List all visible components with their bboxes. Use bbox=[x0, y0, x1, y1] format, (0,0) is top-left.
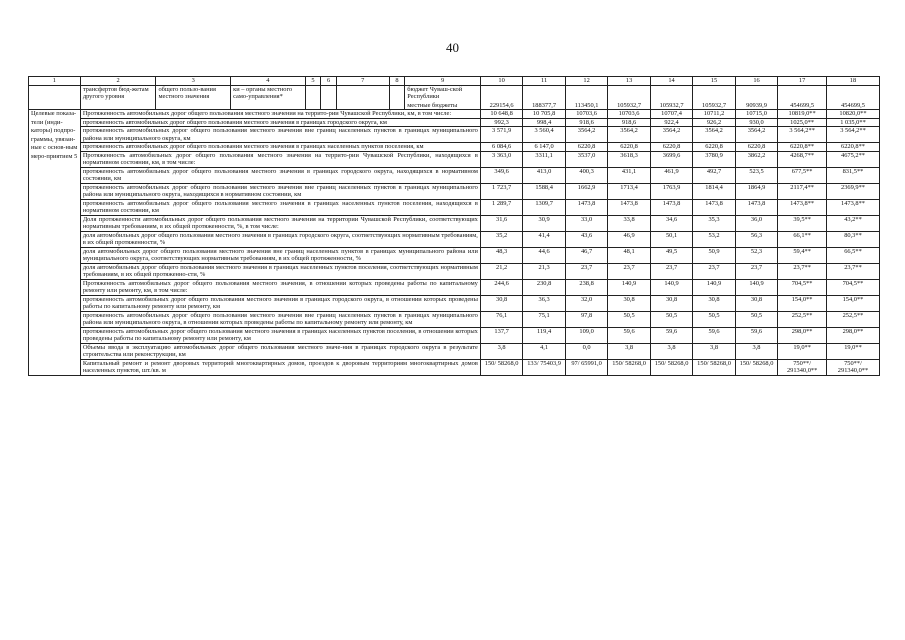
indicator-value: 3780,9 bbox=[693, 151, 735, 167]
indicator-name: протяженность автомобильных дорог общего пользования местного значения в границах населенных пунктов поселения, км bbox=[80, 143, 480, 152]
indicator-value: 3 564,2** bbox=[826, 127, 879, 143]
indicator-value: 19,0** bbox=[778, 343, 827, 359]
indicator-value: 80,3** bbox=[826, 231, 879, 247]
indicator-value: 3618,3 bbox=[608, 151, 650, 167]
column-number: 7 bbox=[336, 77, 389, 86]
indicator-value: 10703,6 bbox=[565, 110, 607, 119]
indicator-value: 33,8 bbox=[608, 215, 650, 231]
indicator-value: 1864,9 bbox=[735, 183, 777, 199]
indicator-value: 10715,0 bbox=[735, 110, 777, 119]
indicator-value: 998,4 bbox=[523, 118, 565, 127]
indicator-value: 75,1 bbox=[523, 311, 565, 327]
column-number: 11 bbox=[523, 77, 565, 86]
table-row bbox=[29, 199, 880, 215]
indicator-value: 150/ 58268,0 bbox=[735, 359, 777, 375]
indicator-value: 46,7 bbox=[565, 247, 607, 263]
column-number: 12 bbox=[565, 77, 607, 86]
indicator-name: протяженность автомобильных дорог общего пользования местного значения в границах городского округа, находящихся в нормативном состоянии, км bbox=[80, 167, 480, 183]
indicator-value: 750**/ 291340,0** bbox=[826, 359, 879, 375]
indicator-value: 1473,8 bbox=[735, 199, 777, 215]
indicator-value: 140,9 bbox=[693, 279, 735, 295]
indicator-value: 150/ 58268,0 bbox=[650, 359, 692, 375]
indicator-value: 523,5 bbox=[735, 167, 777, 183]
indicator-value: 413,0 bbox=[523, 167, 565, 183]
indicator-value: 4,1 bbox=[523, 343, 565, 359]
indicator-value: 1473,8 bbox=[693, 199, 735, 215]
indicator-value: 23,7 bbox=[608, 263, 650, 279]
indicator-value: 35,3 bbox=[693, 215, 735, 231]
indicator-name: протяженность автомобильных дорог общего пользования местного значения в границах городского округа, км bbox=[80, 118, 480, 127]
table-row bbox=[29, 231, 880, 247]
indicator-value: 349,6 bbox=[480, 167, 522, 183]
indicator-name: Капитальный ремонт и ремонт дворовых территорий многоквартирных домов, проездов к дворовым территориям многоквартирных домов населенных пунктов, шт./кв. м bbox=[80, 359, 480, 375]
local-budget-value: 229154,6 bbox=[480, 85, 522, 110]
indicator-value: 1473,8** bbox=[826, 199, 879, 215]
table-row bbox=[29, 263, 880, 279]
indicator-value: 252,5** bbox=[778, 311, 827, 327]
indicator-value: 154,0** bbox=[778, 295, 827, 311]
column-number: 1 bbox=[29, 77, 81, 86]
indicator-value: 704,5** bbox=[778, 279, 827, 295]
indicator-value: 1473,8 bbox=[565, 199, 607, 215]
indicator-value: 50,9 bbox=[693, 247, 735, 263]
indicator-value: 76,1 bbox=[480, 311, 522, 327]
indicator-value: 926,2 bbox=[693, 118, 735, 127]
local-budget-value: 454699,5 bbox=[778, 85, 827, 110]
indicator-value: 46,9 bbox=[608, 231, 650, 247]
indicator-value: 119,4 bbox=[523, 327, 565, 343]
indicator-value: 140,9 bbox=[735, 279, 777, 295]
indicator-value: 1 035,0** bbox=[826, 118, 879, 127]
indicator-value: 1473,8** bbox=[778, 199, 827, 215]
indicator-value: 3564,2 bbox=[735, 127, 777, 143]
indicator-value: 30,8 bbox=[480, 295, 522, 311]
indicator-value: 1588,4 bbox=[523, 183, 565, 199]
indicator-value: 6220,8 bbox=[693, 143, 735, 152]
indicator-value: 32,0 bbox=[565, 295, 607, 311]
indicator-name: протяженность автомобильных дорог общего пользования местного значения вне границ населенных пунктов в границах муниципального района или муниципального округа, находящихся в нормативном состоянии, км bbox=[80, 183, 480, 199]
indicator-value: 19,0** bbox=[826, 343, 879, 359]
column-number: 4 bbox=[231, 77, 306, 86]
indicator-value: 677,5** bbox=[778, 167, 827, 183]
indicator-value: 1 723,7 bbox=[480, 183, 522, 199]
indicator-value: 0,0 bbox=[565, 343, 607, 359]
indicator-value: 31,6 bbox=[480, 215, 522, 231]
indicator-value: 6 147,0 bbox=[523, 143, 565, 152]
indicator-value: 6220,8 bbox=[608, 143, 650, 152]
indicator-value: 992,3 bbox=[480, 118, 522, 127]
indicator-name: доля автомобильных дорог общего пользования местного значения вне границ населенных пунктов в границах муниципального района или муниципального округа, соответствующих нормативным требованиям, в их общей протяженности, % bbox=[80, 247, 480, 263]
indicator-value: 21,2 bbox=[480, 263, 522, 279]
column-number-row bbox=[29, 77, 880, 86]
local-budget-value: 90939,9 bbox=[735, 85, 777, 110]
local-budget-value: 113450,1 bbox=[565, 85, 607, 110]
indicator-value: 3564,2 bbox=[650, 127, 692, 143]
indicator-value: 492,7 bbox=[693, 167, 735, 183]
table-row bbox=[29, 183, 880, 199]
table-row bbox=[29, 118, 880, 127]
column-number: 14 bbox=[650, 77, 692, 86]
indicator-value: 50,1 bbox=[650, 231, 692, 247]
indicator-name: Объемы ввода в эксплуатацию автомобильных дорог общего пользования местного значе-ния в границах городского округа в результате строительства или реконструкции, км bbox=[80, 343, 480, 359]
local-budget-value: 454699,5 bbox=[826, 85, 879, 110]
indicator-value: 30,8 bbox=[650, 295, 692, 311]
table-row bbox=[29, 167, 880, 183]
indicator-value: 252,5** bbox=[826, 311, 879, 327]
column-number: 15 bbox=[693, 77, 735, 86]
indicator-value: 1309,7 bbox=[523, 199, 565, 215]
indicator-value: 400,3 bbox=[565, 167, 607, 183]
indicator-value: 59,6 bbox=[735, 327, 777, 343]
indicator-value: 3,8 bbox=[693, 343, 735, 359]
indicator-value: 3 560,4 bbox=[523, 127, 565, 143]
indicator-value: 922,4 bbox=[650, 118, 692, 127]
indicator-value: 3862,2 bbox=[735, 151, 777, 167]
indicator-value: 23,7 bbox=[650, 263, 692, 279]
indicator-value: 50,5 bbox=[693, 311, 735, 327]
indicator-value: 140,9 bbox=[650, 279, 692, 295]
indicator-value: 3,8 bbox=[480, 343, 522, 359]
table-row bbox=[29, 110, 880, 119]
indicator-value: 97/ 65991,0 bbox=[565, 359, 607, 375]
indicator-value: 23,7 bbox=[735, 263, 777, 279]
table-row bbox=[29, 215, 880, 231]
indicator-value: 10707,4 bbox=[650, 110, 692, 119]
indicator-value: 1025,0** bbox=[778, 118, 827, 127]
indicator-value: 918,6 bbox=[565, 118, 607, 127]
indicator-value: 39,5** bbox=[778, 215, 827, 231]
table-row bbox=[29, 343, 880, 359]
indicator-value: 4675,2** bbox=[826, 151, 879, 167]
indicator-value: 23,7 bbox=[693, 263, 735, 279]
indicator-value: 3 363,0 bbox=[480, 151, 522, 167]
indicator-value: 52,3 bbox=[735, 247, 777, 263]
indicator-value: 154,0** bbox=[826, 295, 879, 311]
indicator-value: 48,1 bbox=[608, 247, 650, 263]
indicator-value: 49,5 bbox=[650, 247, 692, 263]
indicator-value: 244,6 bbox=[480, 279, 522, 295]
indicator-name: Протяженность автомобильных дорог общего пользования местного значения, в отношении которых проведены работы по капитальному ремонту или ремонту, км, в том числе: bbox=[80, 279, 480, 295]
indicator-value: 4268,7** bbox=[778, 151, 827, 167]
indicator-value: 298,0** bbox=[778, 327, 827, 343]
indicator-value: 33,0 bbox=[565, 215, 607, 231]
indicator-name: протяженность автомобильных дорог общего пользования местного значения вне границ населенных пунктов в границах муниципального района или муниципального округа, км bbox=[80, 127, 480, 143]
column-number: 8 bbox=[389, 77, 405, 86]
indicator-name: протяженность автомобильных дорог общего пользования местного значения вне границ населенных пунктов в границах муниципального района или муниципального округа, в отношении которых проведены работы по капитальному ремонту или ремонту, км bbox=[80, 311, 480, 327]
indicator-value: 21,3 bbox=[523, 263, 565, 279]
indicator-value: 3537,0 bbox=[565, 151, 607, 167]
indicator-value: 431,1 bbox=[608, 167, 650, 183]
column-number: 10 bbox=[480, 77, 522, 86]
indicator-value: 238,8 bbox=[565, 279, 607, 295]
table-row bbox=[29, 359, 880, 375]
indicator-value: 2369,9** bbox=[826, 183, 879, 199]
table-row bbox=[29, 247, 880, 263]
indicator-value: 2117,4** bbox=[778, 183, 827, 199]
indicator-value: 48,3 bbox=[480, 247, 522, 263]
column-number: 18 bbox=[826, 77, 879, 86]
indicator-value: 10 648,8 bbox=[480, 110, 522, 119]
local-budget-value: 105932,7 bbox=[650, 85, 692, 110]
column-number: 5 bbox=[305, 77, 321, 86]
indicator-value: 6 084,6 bbox=[480, 143, 522, 152]
table-row bbox=[29, 143, 880, 152]
local-budget-value: 105932,7 bbox=[693, 85, 735, 110]
header-col2: трансфертов бюд-жетам другого уровня bbox=[80, 85, 156, 110]
local-budget-label: местные бюджеты bbox=[407, 101, 458, 109]
table-row bbox=[29, 279, 880, 295]
indicator-name: Доля протяженности автомобильных дорог общего пользования местного значения на территории Чувашской Республики, соответствующих нормативным требованиям, в их общей протяженности, %, в том числе: bbox=[80, 215, 480, 231]
indicator-value: 66,5** bbox=[826, 247, 879, 263]
indicator-value: 133/ 75403,9 bbox=[523, 359, 565, 375]
indicator-value: 1473,8 bbox=[608, 199, 650, 215]
indicator-value: 23,7 bbox=[565, 263, 607, 279]
indicator-value: 10819,0** bbox=[778, 110, 827, 119]
indicator-value: 30,8 bbox=[608, 295, 650, 311]
indicator-value: 30,9 bbox=[523, 215, 565, 231]
indicator-value: 30,8 bbox=[693, 295, 735, 311]
indicator-value: 1713,4 bbox=[608, 183, 650, 199]
indicator-value: 50,5 bbox=[735, 311, 777, 327]
indicator-value: 10703,6 bbox=[608, 110, 650, 119]
indicator-value: 1662,9 bbox=[565, 183, 607, 199]
indicator-name: доля автомобильных дорог общего пользования местного значения в границах городского округа, соответствующих нормативным требованиям, в их общей протяженности, % bbox=[80, 231, 480, 247]
indicator-value: 140,9 bbox=[608, 279, 650, 295]
indicator-value: 97,8 bbox=[565, 311, 607, 327]
indicator-value: 6220,8 bbox=[565, 143, 607, 152]
indicator-value: 3,8 bbox=[650, 343, 692, 359]
indicator-value: 1763,9 bbox=[650, 183, 692, 199]
column-number: 17 bbox=[778, 77, 827, 86]
indicator-value: 23,7** bbox=[778, 263, 827, 279]
header-col3: общего пользо-вания местного значения bbox=[156, 85, 231, 110]
table-row bbox=[29, 295, 880, 311]
local-budget-value: 188377,7 bbox=[523, 85, 565, 110]
indicator-name: протяженность автомобильных дорог общего пользования местного значения в границах населенных пунктов поселения, находящихся в нормативном состоянии, км bbox=[80, 199, 480, 215]
indicator-value: 3564,2 bbox=[565, 127, 607, 143]
table-row bbox=[29, 151, 880, 167]
header-col4: ки – органы местного само-управления* bbox=[231, 85, 306, 110]
indicator-value: 59,6 bbox=[693, 327, 735, 343]
indicator-value: 3,8 bbox=[608, 343, 650, 359]
indicator-value: 150/ 58268,0 bbox=[608, 359, 650, 375]
indicator-value: 3 564,2** bbox=[778, 127, 827, 143]
indicator-value: 36,0 bbox=[735, 215, 777, 231]
indicator-value: 3564,2 bbox=[608, 127, 650, 143]
indicator-value: 66,1** bbox=[778, 231, 827, 247]
indicator-value: 3 571,9 bbox=[480, 127, 522, 143]
indicator-value: 10 705,8 bbox=[523, 110, 565, 119]
indicator-name: Протяженность автомобильных дорог общего пользования местного значения на террито-рии Чувашской Республики, км, в том числе: bbox=[80, 110, 480, 119]
indicator-value: 10820,0** bbox=[826, 110, 879, 119]
indicator-value: 1814,4 bbox=[693, 183, 735, 199]
indicator-value: 6220,8** bbox=[778, 143, 827, 152]
indicator-value: 43,2** bbox=[826, 215, 879, 231]
indicator-name: доля автомобильных дорог общего пользования местного значения в границах населенных пунктов поселения, соответствующих нормативным требованиям, в их общей протяженно-сти, % bbox=[80, 263, 480, 279]
indicator-name: протяженность автомобильных дорог общего пользования местного значения в границах городского округа, в отношении которых проведены работы по капитальному ремонту или ремонту, км bbox=[80, 295, 480, 311]
indicator-value: 137,7 bbox=[480, 327, 522, 343]
indicators-table bbox=[28, 76, 880, 376]
indicator-value: 50,5 bbox=[650, 311, 692, 327]
indicator-name: Протяженность автомобильных дорог общего пользования местного значения на террито-рии Чувашской Республики, находящихся в нормативном состоянии, км, в том числе: bbox=[80, 151, 480, 167]
indicator-value: 750**/ 291340,0** bbox=[778, 359, 827, 375]
indicator-value: 6220,8** bbox=[826, 143, 879, 152]
indicator-value: 109,0 bbox=[565, 327, 607, 343]
header-col9: бюджет Чуваш-ской Республики bbox=[407, 85, 463, 100]
indicator-value: 930,0 bbox=[735, 118, 777, 127]
column-number: 16 bbox=[735, 77, 777, 86]
table-row bbox=[29, 311, 880, 327]
indicator-value: 1473,8 bbox=[650, 199, 692, 215]
local-budget-value: 105932,7 bbox=[608, 85, 650, 110]
indicator-value: 230,8 bbox=[523, 279, 565, 295]
indicator-value: 150/ 58268,0 bbox=[693, 359, 735, 375]
indicator-value: 36,3 bbox=[523, 295, 565, 311]
indicator-value: 41,4 bbox=[523, 231, 565, 247]
column-number: 3 bbox=[156, 77, 231, 86]
indicator-value: 3564,2 bbox=[693, 127, 735, 143]
column-number: 6 bbox=[321, 77, 337, 86]
indicator-value: 30,8 bbox=[735, 295, 777, 311]
indicator-value: 50,5 bbox=[608, 311, 650, 327]
indicator-value: 44,6 bbox=[523, 247, 565, 263]
indicator-value: 23,7** bbox=[826, 263, 879, 279]
indicator-value: 34,6 bbox=[650, 215, 692, 231]
indicator-value: 53,2 bbox=[693, 231, 735, 247]
indicator-value: 3699,6 bbox=[650, 151, 692, 167]
indicator-value: 6220,8 bbox=[650, 143, 692, 152]
indicator-value: 10711,2 bbox=[693, 110, 735, 119]
indicator-value: 704,5** bbox=[826, 279, 879, 295]
indicator-value: 918,6 bbox=[608, 118, 650, 127]
indicator-value: 3,8 bbox=[735, 343, 777, 359]
table-row bbox=[29, 327, 880, 343]
indicator-value: 3311,1 bbox=[523, 151, 565, 167]
indicator-value: 43,6 bbox=[565, 231, 607, 247]
indicator-value: 59,4** bbox=[778, 247, 827, 263]
indicator-value: 150/ 58268,0 bbox=[480, 359, 522, 375]
indicator-value: 56,3 bbox=[735, 231, 777, 247]
indicator-value: 831,5** bbox=[826, 167, 879, 183]
indicator-value: 59,6 bbox=[608, 327, 650, 343]
target-indicators-label: Целевые показа-тели (инди-каторы) подпро-граммы, увязан-ные с основ-ным меро-приятием 5 bbox=[29, 110, 81, 376]
header-row bbox=[29, 85, 880, 110]
indicator-value: 461,9 bbox=[650, 167, 692, 183]
indicator-value: 35,2 bbox=[480, 231, 522, 247]
indicator-value: 59,6 bbox=[650, 327, 692, 343]
column-number: 9 bbox=[405, 77, 481, 86]
column-number: 2 bbox=[80, 77, 156, 86]
table-row bbox=[29, 127, 880, 143]
indicator-value: 1 289,7 bbox=[480, 199, 522, 215]
indicator-value: 298,0** bbox=[826, 327, 879, 343]
indicator-name: протяженность автомобильных дорог общего пользования местного значения в границах населенных пунктов поселения, в отношении которых проведены работы по капитальному ремонту или ремонту, км bbox=[80, 327, 480, 343]
indicator-value: 6220,8 bbox=[735, 143, 777, 152]
column-number: 13 bbox=[608, 77, 650, 86]
page-number: 40 bbox=[446, 40, 459, 55]
